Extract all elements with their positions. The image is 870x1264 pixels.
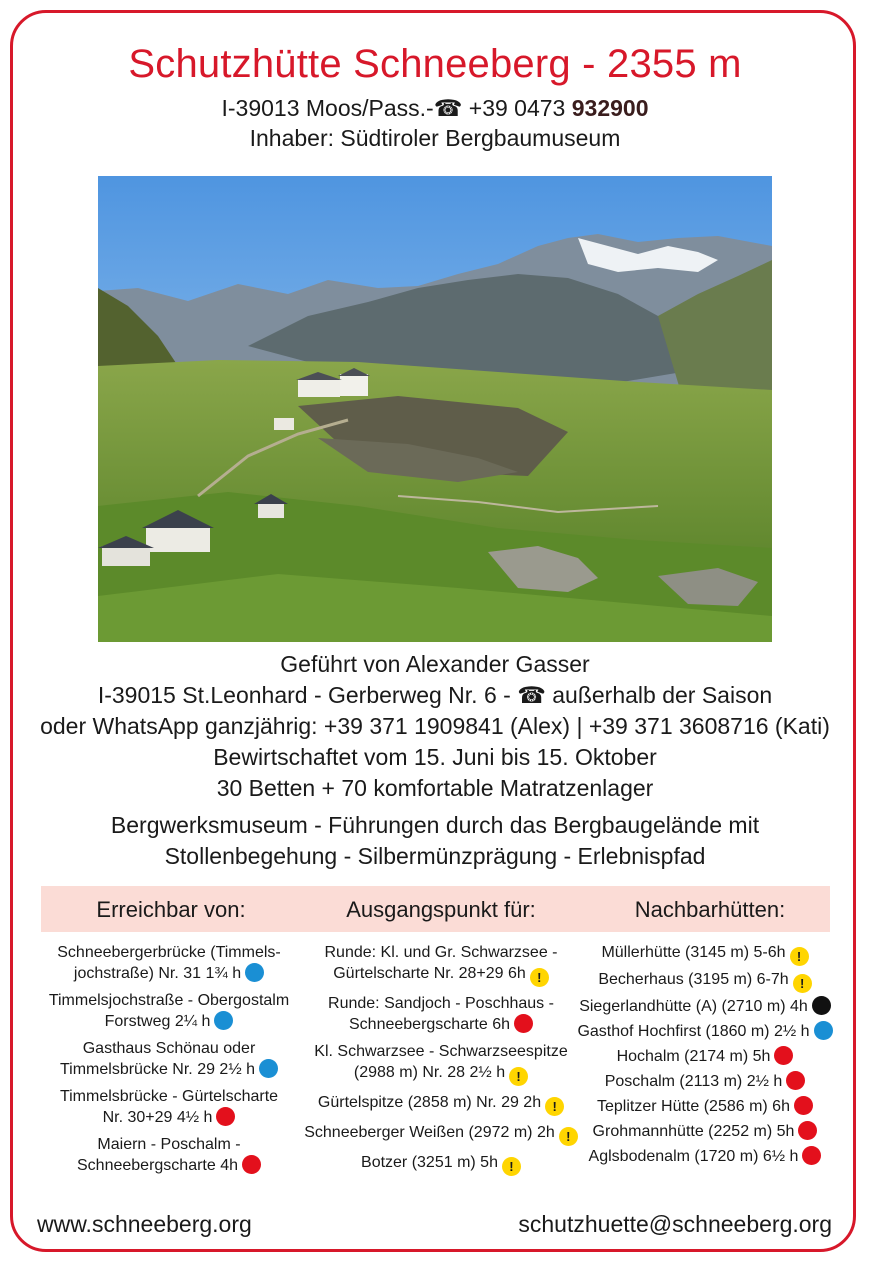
reach-list xyxy=(36,942,302,1182)
list-item-text: jochstraße) Nr. 31 1¾ h xyxy=(73,965,242,982)
difficulty-yellow-dot: ! xyxy=(502,1157,521,1176)
list-item xyxy=(36,990,302,1032)
list-item xyxy=(302,942,580,987)
list-item-text: Becherhaus (3195 m) 6-7h xyxy=(598,971,789,988)
list-item-line2 xyxy=(302,1062,580,1086)
list-item-line1: Gasthaus Schönau oder xyxy=(82,1040,256,1057)
list-item xyxy=(574,1096,836,1118)
difficulty-blue-dot xyxy=(259,1059,278,1078)
list-item-text: Aglsbodenalm (1720 m) 6½ h xyxy=(588,1148,799,1165)
difficulty-red-dot xyxy=(798,1121,817,1140)
website-link[interactable]: www.schneeberg.org xyxy=(37,1211,252,1237)
landscape-photo xyxy=(98,176,772,642)
list-item-text: Schneebergscharte 4h xyxy=(77,1157,238,1174)
list-item xyxy=(36,1038,302,1080)
list-item-text: Müllerhütte (3145 m) 5-6h xyxy=(601,944,786,961)
huts-list xyxy=(574,942,836,1171)
list-item-line2 xyxy=(36,1059,302,1080)
difficulty-red-dot xyxy=(774,1046,793,1065)
list-item-line1: Runde: Kl. und Gr. Schwarzsee - xyxy=(324,944,558,961)
museum-line: Bergwerksmuseum - Führungen durch das Bergbaugelände mit xyxy=(110,812,760,838)
list-item-line1: Kl. Schwarzsee - Schwarzseespitze xyxy=(314,1043,568,1060)
difficulty-red-dot xyxy=(802,1146,821,1165)
list-item-line1: Schneebergerbrücke (Timmels- xyxy=(57,944,281,961)
list-item-text: Gürtelscharte Nr. 28+29 6h xyxy=(333,965,526,982)
phone-icon: ☎ xyxy=(517,682,546,708)
difficulty-yellow-dot: ! xyxy=(545,1097,564,1116)
list-item-text: Botzer (3251 m) 5h xyxy=(361,1154,498,1171)
list-item-text: Schneeberger Weißen (2972 m) 2h xyxy=(304,1124,555,1141)
list-item xyxy=(36,942,302,984)
list-item-text: Forstweg 2¼ h xyxy=(104,1013,211,1030)
list-item-line1: Timmelsbrücke - Gürtelscharte xyxy=(59,1088,279,1105)
beds-line: 30 Betten + 70 komfortable Matratzenlager xyxy=(216,775,654,801)
list-item-line2 xyxy=(36,1155,302,1176)
list-item-text: Hochalm (2174 m) 5h xyxy=(616,1048,771,1065)
list-item-line2 xyxy=(36,1107,302,1128)
phone-prefix: +39 0473 xyxy=(462,95,572,121)
difficulty-black-dot xyxy=(812,996,831,1015)
difficulty-red-dot xyxy=(216,1107,235,1126)
list-item xyxy=(574,1121,836,1143)
contact-line xyxy=(0,680,870,710)
list-item-line1: Maiern - Poschalm - xyxy=(97,1136,241,1153)
list-item-text: Timmelsbrücke Nr. 29 2½ h xyxy=(59,1061,256,1078)
list-item xyxy=(302,1152,580,1176)
list-item xyxy=(574,1046,836,1068)
owner-line: Inhaber: Südtiroler Bergbaumuseum xyxy=(249,125,621,151)
list-item xyxy=(302,1092,580,1116)
page-title: Schutzhütte Schneeberg - 2355 m xyxy=(128,42,742,86)
phone-icon: ☎ xyxy=(433,95,463,121)
list-item-line1: Runde: Sandjoch - Poschhaus - xyxy=(328,995,554,1012)
list-item xyxy=(302,1041,580,1086)
list-item-text: Poschalm (2113 m) 2½ h xyxy=(604,1073,783,1090)
difficulty-yellow-dot: ! xyxy=(790,947,809,966)
list-item-line2 xyxy=(36,963,302,984)
list-item xyxy=(574,1146,836,1168)
difficulty-red-dot xyxy=(794,1096,813,1115)
difficulty-red-dot xyxy=(786,1071,805,1090)
address-line xyxy=(0,94,870,122)
difficulty-yellow-dot: ! xyxy=(530,968,549,987)
list-item xyxy=(302,993,580,1035)
start-title: Ausgangspunkt für: xyxy=(346,897,536,922)
difficulty-yellow-dot: ! xyxy=(793,974,812,993)
phone-number-bold: 932900 xyxy=(571,95,649,121)
list-item xyxy=(574,969,836,993)
list-item-text: Nr. 30+29 4½ h xyxy=(102,1109,213,1126)
reach-title: Erreichbar von: xyxy=(96,897,246,922)
list-item-text: Gasthof Hochfirst (1860 m) 2½ h xyxy=(577,1023,810,1040)
contact-address: I-39015 St.Leonhard - Gerberweg Nr. 6 - xyxy=(97,682,518,708)
list-item-text: Siegerlandhütte (A) (2710 m) 4h xyxy=(579,998,808,1015)
list-item xyxy=(36,1134,302,1176)
whatsapp-line: oder WhatsApp ganzjährig: +39 371 1909841 (Alex) | +39 371 3608716 (Kati) xyxy=(40,713,830,739)
difficulty-blue-dot xyxy=(245,963,264,982)
list-item-line2 xyxy=(302,963,580,987)
list-item-line2 xyxy=(302,1152,580,1176)
start-list xyxy=(302,942,580,1182)
list-item-text: (2988 m) Nr. 28 2½ h xyxy=(353,1064,506,1081)
address-prefix: I-39013 Moos/Pass.- xyxy=(221,95,434,121)
list-item-text: Gürtelspitze (2858 m) Nr. 29 2h xyxy=(317,1094,542,1111)
activities-line: Stollenbegehung - Silbermünzprägung - Erlebnispfad xyxy=(164,843,706,869)
list-item xyxy=(574,1021,836,1043)
list-item-text: Grohmannhütte (2252 m) 5h xyxy=(592,1123,795,1140)
list-item-line2 xyxy=(36,1011,302,1032)
list-item-line2 xyxy=(302,1092,580,1116)
list-item xyxy=(36,1086,302,1128)
list-item-text: Schneebergscharte 6h xyxy=(349,1016,510,1033)
difficulty-blue-dot xyxy=(814,1021,833,1040)
difficulty-red-dot xyxy=(514,1014,533,1033)
season-line: Bewirtschaftet vom 15. Juni bis 15. Oktober xyxy=(213,744,657,770)
difficulty-blue-dot xyxy=(214,1011,233,1030)
list-item xyxy=(574,942,836,966)
list-item-line2 xyxy=(302,1014,580,1035)
contact-season: außerhalb der Saison xyxy=(545,682,773,708)
difficulty-yellow-dot: ! xyxy=(509,1067,528,1086)
difficulty-yellow-dot: ! xyxy=(559,1127,578,1146)
difficulty-red-dot xyxy=(242,1155,261,1174)
huts-title: Nachbarhütten: xyxy=(634,897,786,922)
list-item xyxy=(574,996,836,1018)
list-item-line2 xyxy=(302,1122,580,1146)
list-item xyxy=(574,1071,836,1093)
list-item-text: Teplitzer Hütte (2586 m) 6h xyxy=(597,1098,790,1115)
manager-line: Geführt von Alexander Gasser xyxy=(280,651,590,677)
list-item-line1: Timmelsjochstraße - Obergostalm xyxy=(48,992,290,1009)
email-link[interactable]: schutzhuette@schneeberg.org xyxy=(518,1211,832,1237)
list-item xyxy=(302,1122,580,1146)
